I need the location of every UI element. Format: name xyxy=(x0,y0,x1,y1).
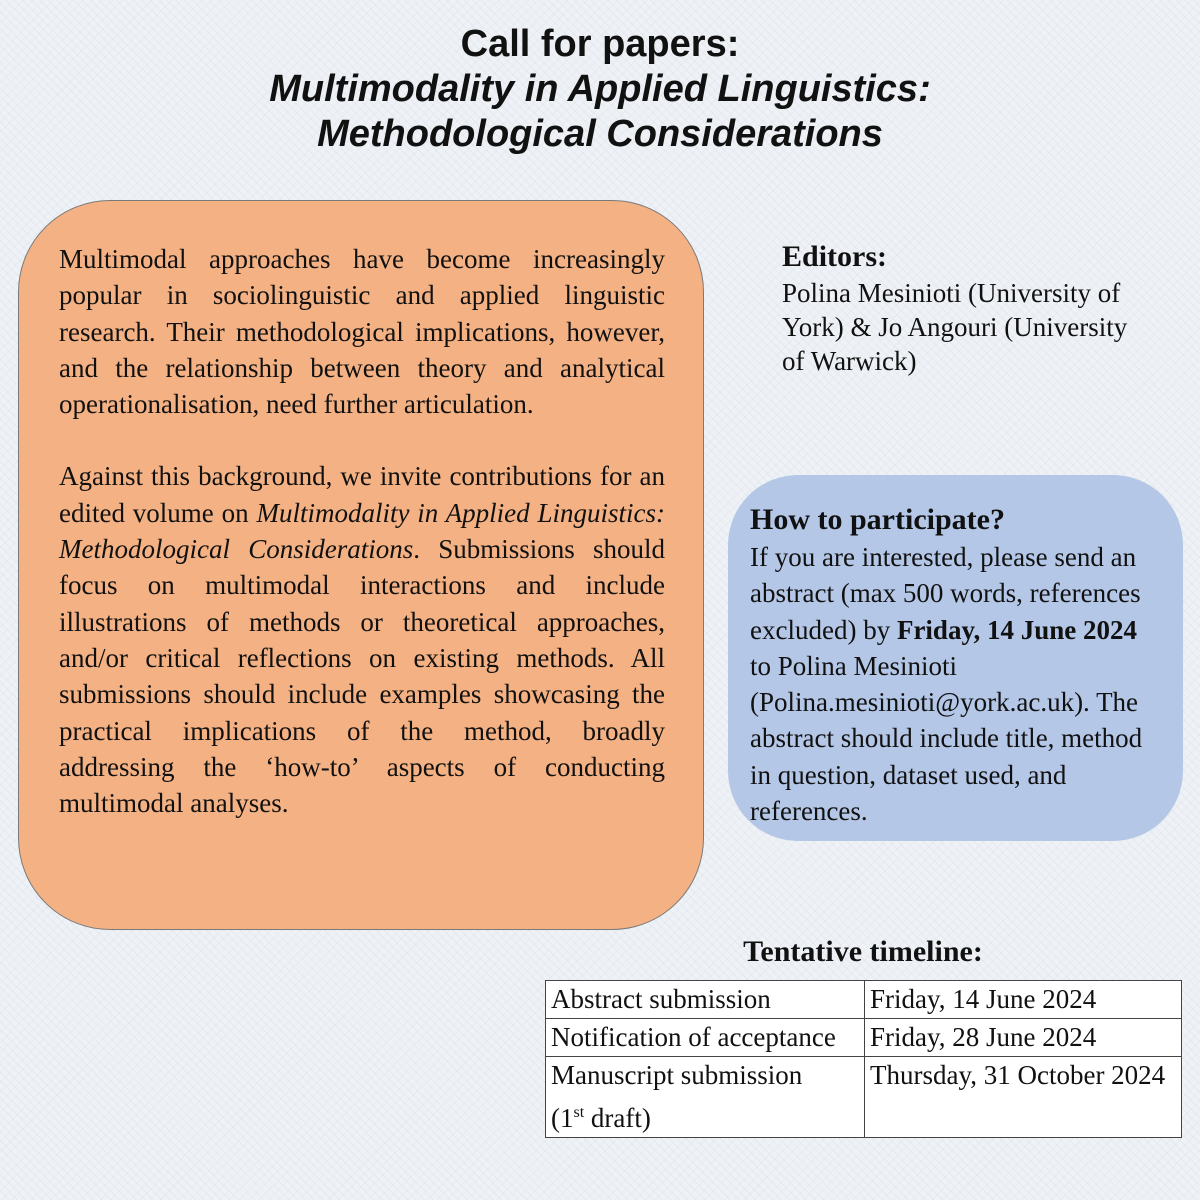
page-title xyxy=(0,22,1200,157)
title-line-3: Methodological Considerations xyxy=(317,113,883,155)
volume-title: Multimodality in Applied Linguistics: Methodological Considerations xyxy=(59,497,665,565)
intro-paragraph-2 xyxy=(59,458,665,821)
timeline-date: Friday, 14 June 2024 xyxy=(865,981,1182,1019)
participate-heading: How to participate? xyxy=(750,503,1005,536)
participate-text-end: to Polina Mesinioti (Polina.mesinioti@york.ac.uk). The abstract should include title, method in question, dataset used, and references. xyxy=(750,650,1143,827)
table-row xyxy=(546,1057,1182,1138)
title-line-1: Call for papers: xyxy=(460,23,740,65)
table-row xyxy=(546,981,1182,1019)
timeline-table xyxy=(545,980,1182,1138)
editors-heading: Editors: xyxy=(782,240,887,273)
timeline-milestone-suffix: draft) xyxy=(590,1103,651,1133)
editors-section xyxy=(782,240,1152,378)
timeline-date: Friday, 28 June 2024 xyxy=(865,1019,1182,1057)
participate-deadline: Friday, 14 June 2024 xyxy=(896,614,1137,645)
timeline-milestone: Notification of acceptance xyxy=(546,1019,865,1057)
participate-text-start: If you are interested, please send an abstract (max 500 words, references excluded) by xyxy=(750,542,1141,645)
timeline-heading: Tentative timeline: xyxy=(743,935,983,968)
timeline-milestone xyxy=(546,1057,865,1138)
intro-paragraph-1: Multimodal approaches have become increasingly popular in sociolinguistic and applied linguistic research. Their methodological implications, however, and the relationship between theory and analytical operationalisation, need further articulation. xyxy=(59,244,665,420)
timeline-milestone-paren: (1 xyxy=(551,1103,574,1133)
intro-panel xyxy=(18,200,704,930)
participate-panel xyxy=(728,475,1183,841)
table-row xyxy=(546,1019,1182,1057)
title-line-2: Multimodality in Applied Linguistics: xyxy=(269,68,931,110)
editors-names: Polina Mesinioti (University of York) & Jo Angouri (University of Warwick) xyxy=(782,278,1128,376)
timeline-milestone-sup: st xyxy=(573,1104,585,1121)
timeline-milestone-text: Manuscript submission xyxy=(551,1060,803,1090)
timeline-milestone: Abstract submission xyxy=(546,981,865,1019)
intro-paragraph-2-end: . Submissions should focus on multimodal interactions and include illustrations of methods or theoretical approaches, and/or critical reflections on existing methods. All submissions should include examples showcasing the practical implications of the method, broadly addressing the ‘how-to’ aspects of conducting multimodal analyses. xyxy=(59,534,665,819)
timeline-date: Thursday, 31 October 2024 xyxy=(865,1057,1182,1138)
intro-paragraph-2-start: Against this background, we invite contributions for an edited volume on xyxy=(59,461,665,528)
